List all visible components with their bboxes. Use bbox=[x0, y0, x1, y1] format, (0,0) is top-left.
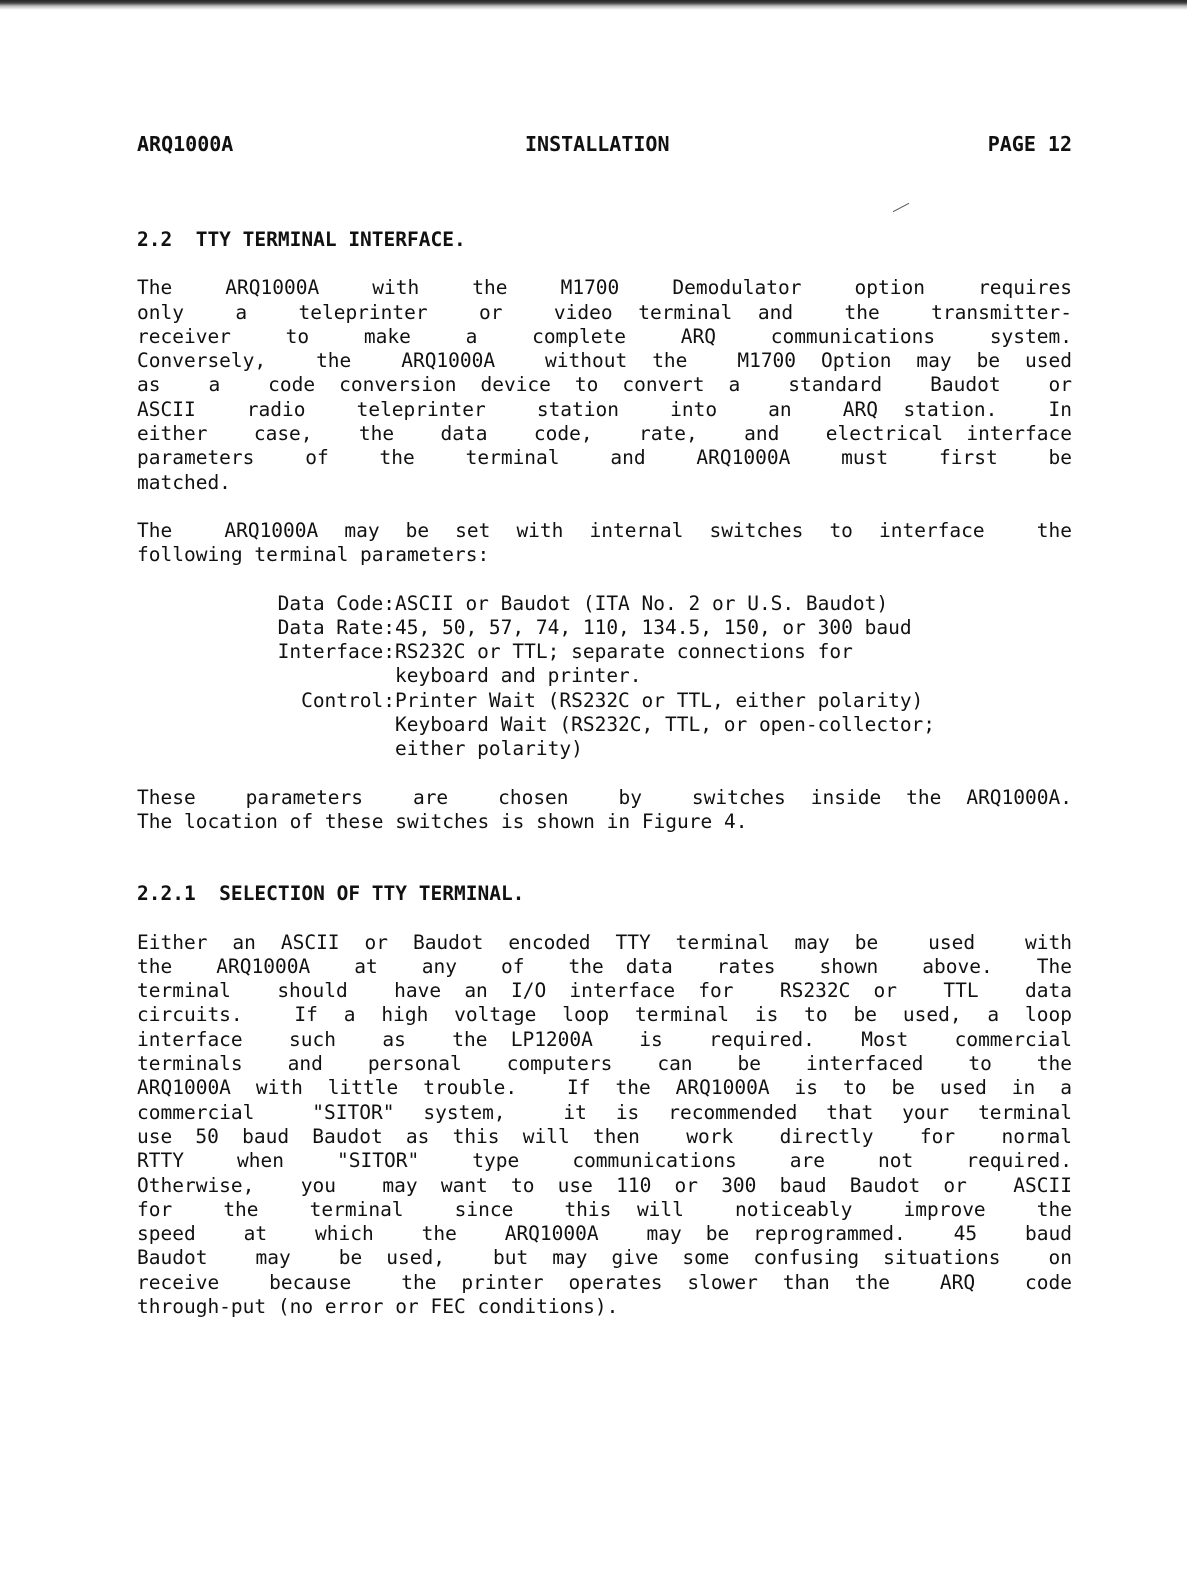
parameter-value bbox=[395, 592, 888, 616]
scan-edge bbox=[0, 0, 1187, 10]
text-line: receiver to make a complete ARQ communications system. bbox=[137, 324, 1072, 348]
parameter-label-text: Data Rate: bbox=[277, 615, 395, 639]
parameter-value-line: Keyboard Wait (RS232C, TTL, or open-collector; bbox=[395, 713, 936, 737]
text-line: commercial "SITOR" system, it is recommended that your terminal bbox=[137, 1100, 1072, 1124]
text-line: matched. bbox=[137, 470, 231, 494]
text-line: the ARQ1000A at any of the data rates shown above. The bbox=[137, 954, 1072, 978]
text-line: Either an ASCII or Baudot encoded TTY terminal may be used with bbox=[137, 930, 1072, 954]
text-line: only a teleprinter or video terminal and the transmitter- bbox=[137, 300, 1072, 324]
header-page-number: PAGE 12 bbox=[987, 132, 1072, 156]
text-line: circuits. If a high voltage loop terminal is to be used, a loop bbox=[137, 1003, 1072, 1027]
text-line: receive because the printer operates slower than the ARQ code bbox=[137, 1270, 1072, 1294]
parameter-label bbox=[207, 592, 395, 616]
parameter-value-line: 45, 50, 57, 74, 110, 134.5, 150, or 300 baud bbox=[395, 615, 912, 639]
parameter-value bbox=[395, 616, 912, 640]
text-line: parameters of the terminal and ARQ1000A must first be bbox=[137, 446, 1072, 470]
parameter-row bbox=[207, 592, 1072, 616]
pen-mark bbox=[893, 203, 909, 212]
text-line: either case, the data code, rate, and electrical interface bbox=[137, 422, 1072, 446]
header-section: INSTALLATION bbox=[525, 132, 670, 156]
parameter-label-text: Data Code: bbox=[277, 591, 395, 615]
text-line: The ARQ1000A may be set with internal switches to interface the bbox=[137, 518, 1072, 542]
parameter-value bbox=[395, 640, 853, 689]
text-line: terminals and personal computers can be interfaced to the bbox=[137, 1052, 1072, 1076]
text-line: use 50 baud Baudot as this will then work directly for normal bbox=[137, 1124, 1072, 1148]
section-2-2-paragraph-3 bbox=[137, 786, 1072, 835]
text-line: through-put (no error or FEC conditions). bbox=[137, 1294, 619, 1318]
parameter-value-line: ASCII or Baudot (ITA No. 2 or U.S. Baudot) bbox=[395, 591, 889, 615]
text-line: Conversely, the ARQ1000A without the M1700 Option may be used bbox=[137, 349, 1072, 373]
parameter-row bbox=[207, 640, 1072, 689]
text-line: terminal should have an I/O interface for RS232C or TTL data bbox=[137, 979, 1072, 1003]
parameter-value-line: keyboard and printer. bbox=[395, 664, 642, 688]
text-line: Baudot may be used, but may give some confusing situations on bbox=[137, 1246, 1072, 1270]
text-line: RTTY when "SITOR" type communications are not required. bbox=[137, 1149, 1072, 1173]
text-line: speed at which the ARQ1000A may be reprogrammed. 45 baud bbox=[137, 1222, 1072, 1246]
text-line: The location of these switches is shown in Figure 4. bbox=[137, 809, 748, 833]
text-line: ASCII radio teleprinter station into an ARQ station. In bbox=[137, 397, 1072, 421]
text-line: for the terminal since this will noticeably improve the bbox=[137, 1197, 1072, 1221]
parameter-label-text: Interface: bbox=[277, 640, 395, 664]
parameter-row bbox=[207, 689, 1072, 762]
parameter-label-text: Control: bbox=[301, 688, 395, 712]
page-body bbox=[137, 228, 1072, 1319]
parameter-value-line: either polarity) bbox=[395, 737, 583, 761]
header-doc-id: ARQ1000A bbox=[137, 132, 234, 156]
text-line: These parameters are chosen by switches inside the ARQ1000A. bbox=[137, 785, 1072, 809]
parameter-label bbox=[207, 689, 395, 762]
parameter-label bbox=[207, 640, 395, 689]
parameter-label bbox=[207, 616, 395, 640]
text-line: The ARQ1000A with the M1700 Demodulator option requires bbox=[137, 276, 1072, 300]
section-2-2-title: 2.2 TTY TERMINAL INTERFACE. bbox=[137, 228, 466, 251]
section-2-2-paragraph-1 bbox=[137, 276, 1072, 495]
parameter-value bbox=[395, 689, 935, 762]
parameter-value-line: RS232C or TTL; separate connections for bbox=[395, 640, 853, 664]
text-line: following terminal parameters: bbox=[137, 543, 490, 567]
parameter-row bbox=[207, 616, 1072, 640]
section-2-2-paragraph-2 bbox=[137, 519, 1072, 568]
section-2-2-1-paragraph-1 bbox=[137, 931, 1072, 1320]
parameter-value-line: Printer Wait (RS232C or TTL, either polarity) bbox=[395, 688, 924, 712]
terminal-parameter-list bbox=[207, 592, 1072, 762]
page-header bbox=[137, 132, 1072, 158]
text-line: as a code conversion device to convert a standard Baudot or bbox=[137, 373, 1072, 397]
text-line: ARQ1000A with little trouble. If the ARQ1000A is to be used in a bbox=[137, 1076, 1072, 1100]
section-2-2-1-title: 2.2.1 SELECTION OF TTY TERMINAL. bbox=[137, 882, 525, 906]
text-line: Otherwise, you may want to use 110 or 300 baud Baudot or ASCII bbox=[137, 1173, 1072, 1197]
text-line: interface such as the LP1200A is required. Most commercial bbox=[137, 1027, 1072, 1051]
